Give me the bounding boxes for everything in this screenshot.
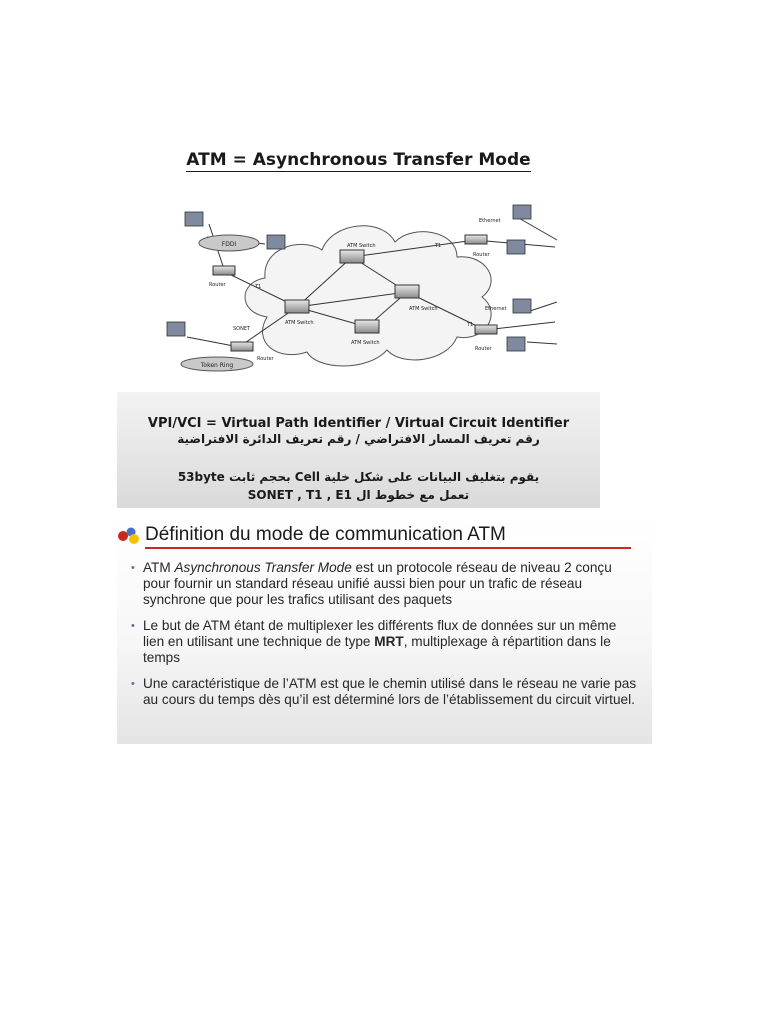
atm-definition-slide: [117, 516, 652, 744]
atm-switch-label: ATM Switch: [285, 320, 314, 326]
list-item: • ATM Asynchronous Transfer Mode est un protocole réseau de niveau 2 conçu pour fournir un standard réseau unifié aussi bien pour un trafic de réseau synchrone que pour les trafics utilisant des paquets: [131, 560, 641, 608]
atm-switch-label: ATM Switch: [409, 306, 438, 312]
t1-label: T1: [435, 243, 442, 249]
computer-icon: [167, 322, 185, 336]
computer-icon: [513, 205, 531, 219]
fddi-label: FDDI: [221, 241, 237, 248]
bullet-logo-icon: [117, 524, 141, 548]
computer-icon: [185, 212, 203, 226]
bullet-list: [131, 560, 641, 718]
ethernet-label: Ethernet: [485, 306, 507, 312]
atm-switch-label: ATM Switch: [351, 340, 380, 346]
atm-diagram-slide: [117, 130, 600, 508]
router-icon: [475, 325, 497, 334]
slide-title: ATM = Asynchronous Transfer Mode: [186, 150, 531, 170]
router-icon: [231, 342, 253, 351]
atm-switch-icon: [395, 285, 419, 298]
router-label: Router: [475, 346, 492, 352]
vpi-definition: VPI/VCI = Virtual Path Identifier / Virtual Circuit Identifier: [147, 416, 570, 431]
atm-network-diagram: [157, 202, 562, 382]
atm-switch-icon: [355, 320, 379, 333]
atm-switch-label: ATM Switch: [347, 243, 376, 249]
computer-icon: [267, 235, 285, 249]
atm-switch-icon: [340, 250, 364, 263]
router-label: Router: [209, 282, 226, 288]
router-label: Router: [473, 252, 490, 258]
t1-label: T1: [255, 284, 262, 290]
atm-info-box: [117, 392, 600, 508]
sonet-label: SONET: [233, 326, 251, 332]
list-item: • Une caractéristique de l’ATM est que le chemin utilisé dans le réseau ne varie pas au cours du temps dès qu’il est déterminé lors de l’établissement du circuit virtuel.: [131, 676, 641, 708]
router-label: Router: [257, 356, 274, 362]
slide-heading: Définition du mode de communication ATM: [145, 524, 506, 545]
computer-icon: [513, 299, 531, 313]
list-item: • Le but de ATM étant de multiplexer les différents flux de données sur un même lien en utilisant une technique de type MRT, multiplexage à répartition dans le temps: [131, 618, 641, 666]
router-icon: [213, 266, 235, 275]
arabic-definition: رقم تعريف المسار الافتراضي / رقم تعريف الدائرة الافتراضية: [177, 432, 540, 446]
computer-icon: [507, 240, 525, 254]
token-ring-label: Token Ring: [200, 362, 234, 369]
t1-label: T1: [467, 322, 474, 328]
arabic-lines-note: تعمل مع خطوط ال SONET , T1 , E1: [247, 488, 470, 502]
heading-underline: [145, 547, 631, 549]
computer-icon: [507, 337, 525, 351]
ethernet-label: Ethernet: [479, 218, 501, 224]
router-icon: [465, 235, 487, 244]
arabic-cell-note: يقوم بتغليف البيانات على شكل خلية Cell بحجم ثابت 53byte: [177, 470, 540, 484]
atm-switch-icon: [285, 300, 309, 313]
